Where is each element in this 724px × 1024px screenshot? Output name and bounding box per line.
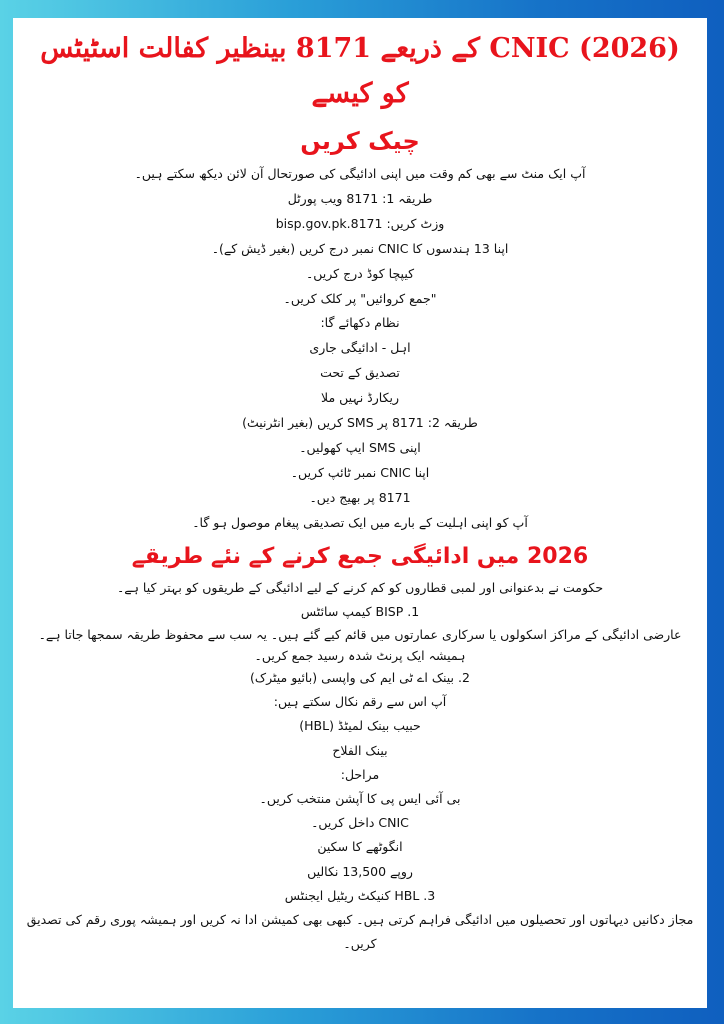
govt-intro-line: حکومت نے بدعنوانی اور لمبی قطاروں کو کم کرنے کے لیے ادائیگی کے طریقوں کو بہتر کیا ہے۔ (116, 579, 604, 595)
status-check-steps (25, 162, 695, 536)
captcha-step: کیپچا کوڈ درج کریں۔ (305, 265, 415, 281)
method-2-heading: طریقہ 2: 8171 پر SMS کریں (بغیر انٹرنیٹ) (242, 415, 478, 431)
page-title: CNIC (2026) کے ذریعے 8171 بینظیر کفالت اسٹیٹس کو کیسے (40, 33, 680, 109)
thumb-scan-step: انگوٹھے کا سکین (317, 839, 403, 855)
open-sms-step: اپنی SMS ایپ کھولیں۔ (299, 439, 421, 455)
confirmation-line: آپ کو اپنی اہلیت کے بارے میں ایک تصدیقی پیغام موصول ہو گا۔ (192, 514, 528, 530)
enter-cnic-step: اپنا 13 ہندسوں کا CNIC نمبر درج کریں (بغیر ڈیش کے)۔ (211, 240, 509, 256)
bank-alfalah: بینک الفلاح (332, 742, 388, 758)
steps-label: مراحل: (340, 766, 380, 782)
type-cnic-step: اپنا CNIC نمبر ٹائپ کریں۔ (290, 464, 430, 480)
status-eligible: اہل - ادائیگی جاری (309, 340, 411, 356)
atm-heading: 2. بینک اے ٹی ایم کی واپسی (بائیو میٹرک) (250, 670, 470, 685)
section-heading: 2026 میں ادائیگی جمع کرنے کے نئے طریقے (131, 543, 589, 569)
withdraw-amount-step: روپے 13,500 نکالیں (307, 863, 413, 879)
agents-note: مجاز دکانیں دیہاتوں اور تحصیلوں میں ادائیگی فراہم کرتی ہیں۔ کبھی بھی کمیشن ادا نہ کریں اور ہمیشہ پوری رقم کی تصدیق کریں۔ (26, 912, 694, 952)
insert-cnic-step: CNIC داخل کریں۔ (311, 815, 409, 831)
camp-sites-heading: 1. BISP کیمپ سائٹس (300, 603, 420, 619)
camp-sites-paragraph: عارضی ادائیگی کے مراکز اسکولوں یا سرکاری عمارتوں میں قائم کیے گئے ہیں۔ یہ سب سے محفوظ طریقہ سمجھا جاتا ہے۔ ہمیشہ ایک پرنٹ شدہ رسید جمع کریں۔ (38, 627, 682, 663)
withdraw-from-line: آپ اس سے رقم نکال سکتے ہیں: (273, 694, 447, 710)
send-sms-step: 8171 پر بھیج دیں۔ (309, 489, 411, 505)
payment-methods (25, 576, 695, 957)
bank-hbl: حبیب بینک لمیٹڈ (HBL) (299, 718, 421, 734)
hbl-agents-heading: 3. HBL کنیکٹ ریٹیل ایجنٹس (284, 887, 436, 903)
method-1-heading: طریقہ 1: 8171 ویب پورٹل (287, 190, 433, 206)
intro-line: آپ ایک منٹ سے بھی کم وقت میں اپنی ادائیگی کی صورتحال آن لائن دیکھ سکتے ہیں۔ (134, 166, 586, 181)
status-under-verification: تصدیق کے تحت (320, 365, 400, 381)
visit-portal-line: وزٹ کریں: bisp.gov.pk.8171 (275, 215, 445, 231)
status-no-record: ریکارڈ نہیں ملا (320, 390, 400, 406)
system-shows-line: نظام دکھائے گا: (320, 315, 400, 331)
submit-step: "جمع کروائیں" پر کلک کریں۔ (283, 290, 437, 306)
article-card (13, 18, 707, 1008)
select-bisp-step: بی آئی ایس پی کا آپشن منتخب کریں۔ (259, 791, 461, 807)
page-subtitle: چیک کریں (300, 127, 420, 155)
